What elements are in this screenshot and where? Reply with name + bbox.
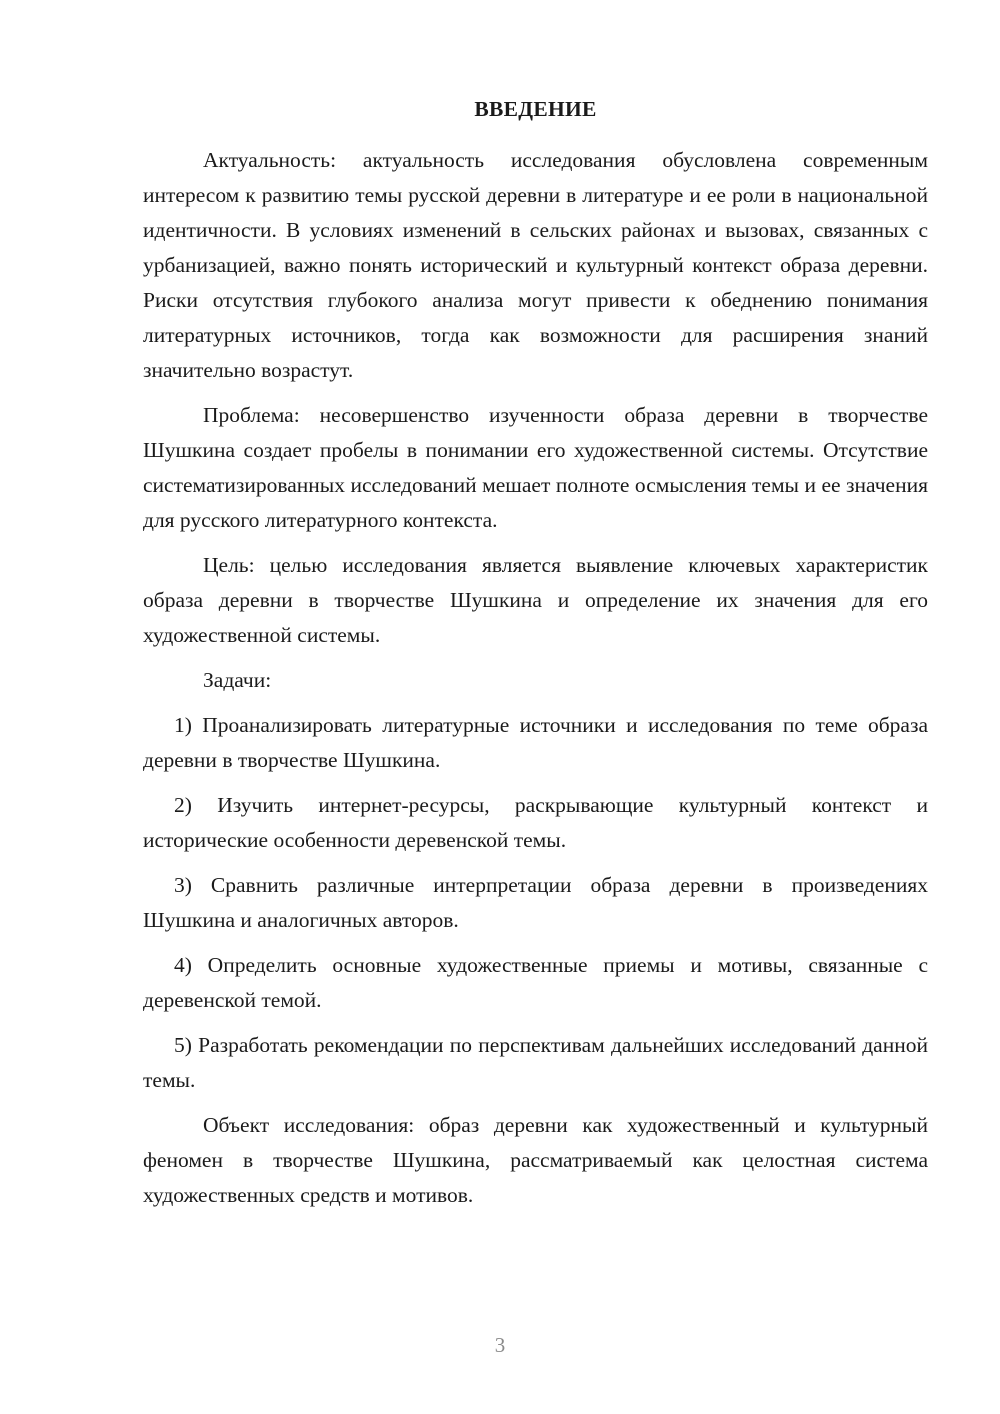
task-item: 2) Изучить интернет-ресурсы, раскрывающие культурный контекст и исторические особенности деревенской темы. [143,793,928,852]
object-paragraph: Объект исследования: образ деревни как художественный и культурный феномен в творчестве Шушкина, рассматриваемый как целостная система художественных средств и мотивов. [143,1113,928,1207]
task-item: 5) Разработать рекомендации по перспективам дальнейших исследований данной темы. [143,1033,928,1092]
task-item: 4) Определить основные художественные приемы и мотивы, связанные с деревенской темой. [143,953,928,1012]
document-body [143,94,928,1223]
task-item: 3) Сравнить различные интерпретации образа деревни в произведениях Шушкина и аналогичных авторов. [143,873,928,932]
task-item: 1) Проанализировать литературные источники и исследования по теме образа деревни в творчестве Шушкина. [143,713,928,772]
section-title: ВВЕДЕНИЕ [474,97,597,121]
tasks-label: Задачи: [203,668,272,692]
relevance-paragraph: Актуальность: актуальность исследования обусловлена современным интересом к развитию темы русской деревни в литературе и ее роли в национальной идентичности. В условиях изменений в сельских районах и вызовах, связанных с урбанизацией, важно понять исторический и культурный контекст образа деревни. Риски отсутствия глубокого анализа могут привести к обеднению понимания литературных источников, тогда как возможности для расширения знаний значительно возрастут. [143,148,928,382]
page-number: 3 [494,1333,506,1357]
goal-paragraph: Цель: целью исследования является выявление ключевых характеристик образа деревни в творчестве Шушкина и определение их значения для его художественной системы. [143,553,928,647]
problem-paragraph: Проблема: несовершенство изученности образа деревни в творчестве Шушкина создает пробелы в понимании его художественной системы. Отсутствие систематизированных исследований мешает полноте осмысления темы и ее значения для русского литературного контекста. [143,403,928,532]
